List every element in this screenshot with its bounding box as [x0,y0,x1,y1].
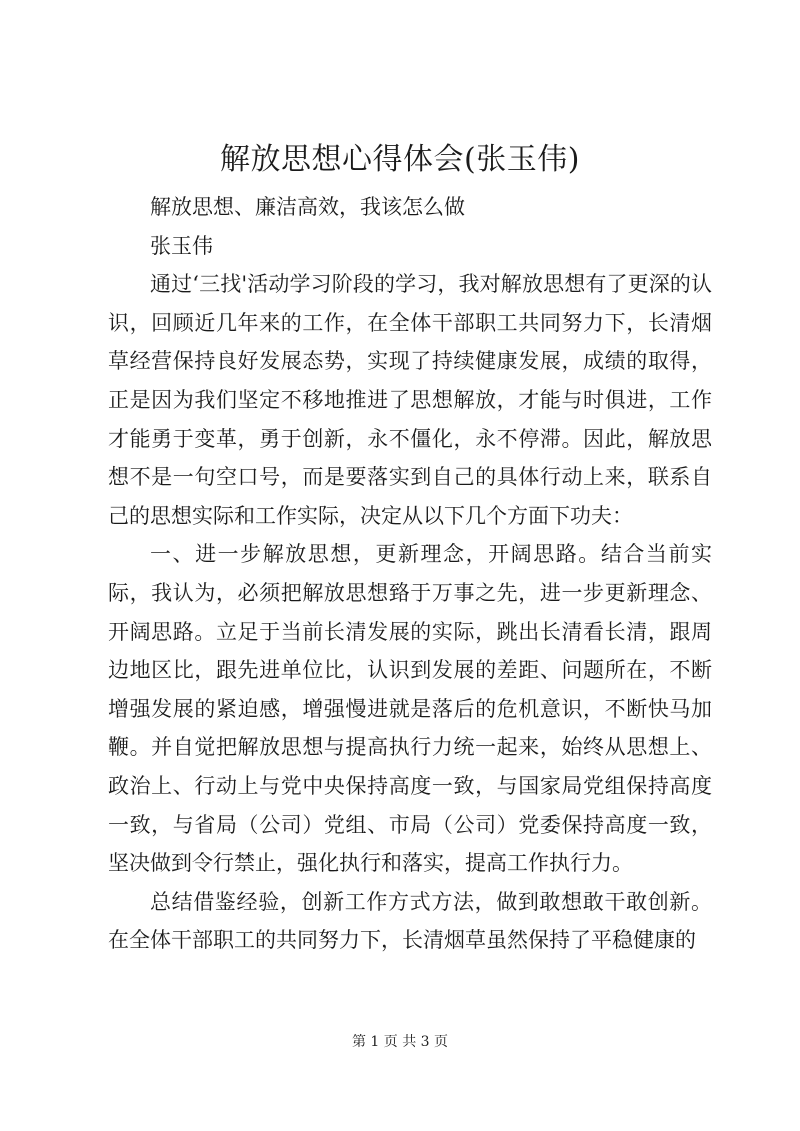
subtitle-line: 解放思想、廉洁高效，我该怎么做 [150,195,465,219]
page-footer: 第 1 页 共 3 页 [351,1034,449,1050]
author-line: 张玉伟 [150,233,213,258]
paragraph: 总结借鉴经验，创新工作方式方法，做到敢想敢干敢创新。在全体干部职工的共同努力下，长清烟草虽然保持了平稳健康的 [108,889,712,953]
paragraph: 通过‘三找'活动学习阶段的学习，我对解放思想有了更深的认识，回顾近几年来的工作，在全体干部职工共同努力下，长清烟草经营保持良好发展态势，实现了持续健康发展，成绩的取得，正是因为我们坚定不移地推进了思想解放，才能与时俱进，工作才能勇于变革，勇于创新，永不僵化，永不停滞。因此，解放思想不是一句空口号，而是要落实到自己的具体行动上来，联系自己的思想实际和工作实际，决定从以下几个方面下功夫： [108,272,712,528]
paragraph: 一、进一步解放思想，更新理念，开阔思路。结合当前实际，我认为，必须把解放思想臵于万事之先，进一步更新理念、开阔思路。立足于当前长清发展的实际，跳出长清看长清，跟周边地区比，跟先进单位比，认识到发展的差距、问题所在，不断增强发展的紧迫感，增强慢进就是落后的危机意识，不断快马加鞭。并自觉把解放思想与提高执行力统一起来，始终从思想上、政治上、行动上与党中央保持高度一致，与国家局党组保持高度一致，与省局（公司）党组、市局（公司）党委保持高度一致，坚决做到令行禁止，强化执行和落实，提高工作执行力。 [108,542,712,876]
document-body [108,188,712,960]
document-title: 解放思想心得体会(张玉伟) [220,142,580,177]
